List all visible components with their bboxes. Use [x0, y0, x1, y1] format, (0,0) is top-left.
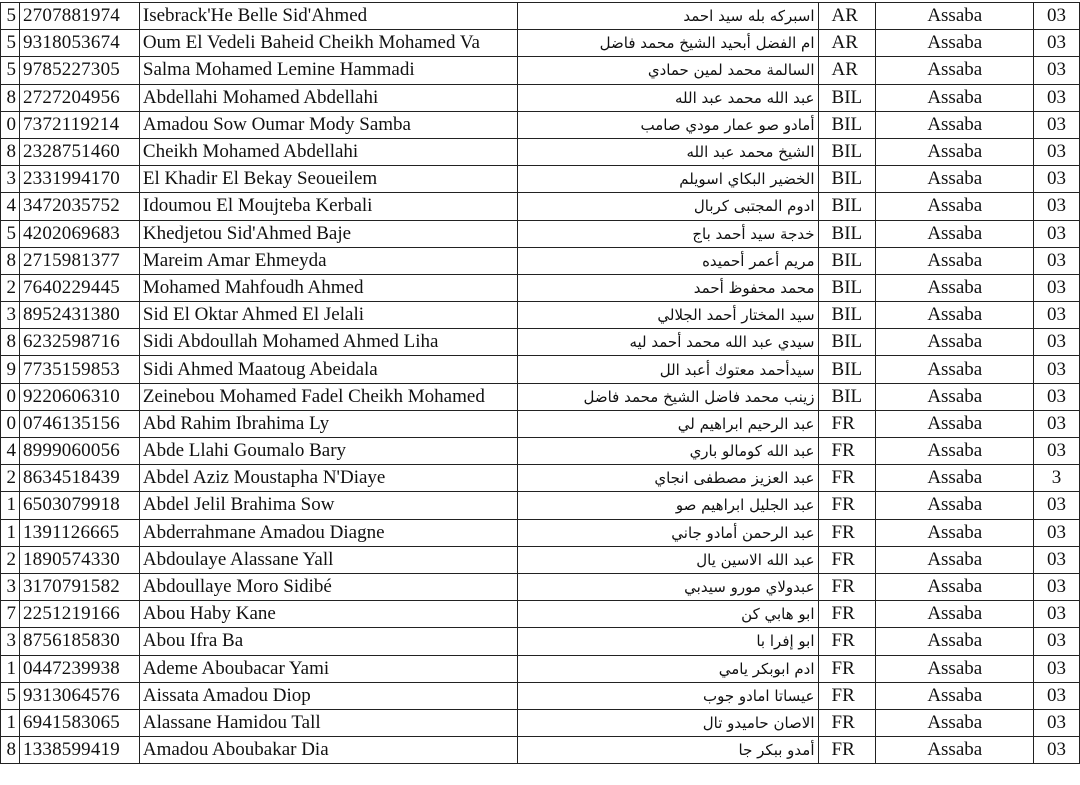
- row-index-cell: 3: [1, 573, 20, 600]
- code-cell: 03: [1034, 492, 1080, 519]
- latin-name-cell: Abd Rahim Ibrahima Ly: [139, 410, 517, 437]
- language-cell: BIL: [818, 166, 876, 193]
- nni-cell: 1391126665: [19, 519, 139, 546]
- table-row: [1, 356, 1080, 383]
- row-index-cell: 8: [1, 84, 20, 111]
- nni-cell: 0447239938: [19, 655, 139, 682]
- row-index-cell: 1: [1, 519, 20, 546]
- latin-name-cell: Abdellahi Mohamed Abdellahi: [139, 84, 517, 111]
- language-cell: BIL: [818, 111, 876, 138]
- table-row: [1, 628, 1080, 655]
- arabic-name-cell: ام الفضل أبحيد الشيخ محمد فاضل: [517, 30, 818, 57]
- row-index-cell: 2: [1, 546, 20, 573]
- code-cell: 03: [1034, 3, 1080, 30]
- nni-cell: 9313064576: [19, 682, 139, 709]
- code-cell: 03: [1034, 383, 1080, 410]
- language-cell: FR: [818, 519, 876, 546]
- nni-cell: 3472035752: [19, 193, 139, 220]
- row-index-cell: 1: [1, 655, 20, 682]
- nni-cell: 0746135156: [19, 410, 139, 437]
- arabic-name-cell: عبد الرحمن أمادو جاني: [517, 519, 818, 546]
- nni-cell: 9318053674: [19, 30, 139, 57]
- language-cell: BIL: [818, 329, 876, 356]
- table-row: [1, 84, 1080, 111]
- language-cell: BIL: [818, 302, 876, 329]
- arabic-name-cell: الاصان حاميدو تال: [517, 709, 818, 736]
- table-row: [1, 383, 1080, 410]
- nni-cell: 2727204956: [19, 84, 139, 111]
- latin-name-cell: Abdel Aziz Moustapha N'Diaye: [139, 465, 517, 492]
- wilaya-cell: Assaba: [876, 546, 1034, 573]
- nni-cell: 9785227305: [19, 57, 139, 84]
- row-index-cell: 0: [1, 383, 20, 410]
- code-cell: 03: [1034, 84, 1080, 111]
- table-row: [1, 492, 1080, 519]
- code-cell: 3: [1034, 465, 1080, 492]
- latin-name-cell: Mohamed Mahfoudh Ahmed: [139, 274, 517, 301]
- row-index-cell: 8: [1, 737, 20, 764]
- arabic-name-cell: ابو إفرا با: [517, 628, 818, 655]
- arabic-name-cell: عبد الرحيم ابراهيم لي: [517, 410, 818, 437]
- latin-name-cell: Idoumou El Moujteba Kerbali: [139, 193, 517, 220]
- language-cell: FR: [818, 465, 876, 492]
- arabic-name-cell: ادم ابوبكر يامي: [517, 655, 818, 682]
- arabic-name-cell: ابو هابي كن: [517, 601, 818, 628]
- language-cell: BIL: [818, 193, 876, 220]
- nni-cell: 2715981377: [19, 247, 139, 274]
- row-index-cell: 2: [1, 465, 20, 492]
- row-index-cell: 3: [1, 302, 20, 329]
- arabic-name-cell: محمد محفوظ أحمد: [517, 274, 818, 301]
- wilaya-cell: Assaba: [876, 111, 1034, 138]
- table-row: [1, 3, 1080, 30]
- arabic-name-cell: خدجة سيد أحمد باج: [517, 220, 818, 247]
- wilaya-cell: Assaba: [876, 601, 1034, 628]
- row-index-cell: 4: [1, 438, 20, 465]
- latin-name-cell: Sidi Ahmed Maatoug Abeidala: [139, 356, 517, 383]
- table-row: [1, 111, 1080, 138]
- code-cell: 03: [1034, 111, 1080, 138]
- language-cell: FR: [818, 682, 876, 709]
- language-cell: FR: [818, 438, 876, 465]
- language-cell: FR: [818, 410, 876, 437]
- code-cell: 03: [1034, 682, 1080, 709]
- latin-name-cell: Aissata Amadou Diop: [139, 682, 517, 709]
- wilaya-cell: Assaba: [876, 247, 1034, 274]
- nni-cell: 4202069683: [19, 220, 139, 247]
- arabic-name-cell: أمادو صو عمار مودي صامب: [517, 111, 818, 138]
- arabic-name-cell: عيساتا امادو جوب: [517, 682, 818, 709]
- wilaya-cell: Assaba: [876, 356, 1034, 383]
- code-cell: 03: [1034, 410, 1080, 437]
- code-cell: 03: [1034, 546, 1080, 573]
- wilaya-cell: Assaba: [876, 682, 1034, 709]
- table-row: [1, 682, 1080, 709]
- nni-cell: 2707881974: [19, 3, 139, 30]
- latin-name-cell: Abdoulaye Alassane Yall: [139, 546, 517, 573]
- arabic-name-cell: عبد العزيز مصطفى انجاي: [517, 465, 818, 492]
- code-cell: 03: [1034, 247, 1080, 274]
- wilaya-cell: Assaba: [876, 329, 1034, 356]
- nni-cell: 2331994170: [19, 166, 139, 193]
- row-index-cell: 9: [1, 356, 20, 383]
- language-cell: FR: [818, 573, 876, 600]
- table-row: [1, 30, 1080, 57]
- row-index-cell: 3: [1, 628, 20, 655]
- nni-cell: 1890574330: [19, 546, 139, 573]
- wilaya-cell: Assaba: [876, 220, 1034, 247]
- code-cell: 03: [1034, 601, 1080, 628]
- row-index-cell: 7: [1, 601, 20, 628]
- nni-cell: 8999060056: [19, 438, 139, 465]
- language-cell: BIL: [818, 356, 876, 383]
- latin-name-cell: Abdel Jelil Brahima Sow: [139, 492, 517, 519]
- nni-cell: 6941583065: [19, 709, 139, 736]
- wilaya-cell: Assaba: [876, 655, 1034, 682]
- results-table: [0, 2, 1080, 764]
- wilaya-cell: Assaba: [876, 166, 1034, 193]
- latin-name-cell: Abde Llahi Goumalo Bary: [139, 438, 517, 465]
- latin-name-cell: Abdoullaye Moro Sidibé: [139, 573, 517, 600]
- row-index-cell: 0: [1, 410, 20, 437]
- code-cell: 03: [1034, 138, 1080, 165]
- language-cell: FR: [818, 601, 876, 628]
- language-cell: AR: [818, 57, 876, 84]
- table-row: [1, 220, 1080, 247]
- language-cell: BIL: [818, 383, 876, 410]
- language-cell: BIL: [818, 84, 876, 111]
- latin-name-cell: Abderrahmane Amadou Diagne: [139, 519, 517, 546]
- latin-name-cell: Khedjetou Sid'Ahmed Baje: [139, 220, 517, 247]
- nni-cell: 7640229445: [19, 274, 139, 301]
- language-cell: FR: [818, 737, 876, 764]
- arabic-name-cell: الخضير البكاي اسويلم: [517, 166, 818, 193]
- row-index-cell: 5: [1, 3, 20, 30]
- row-index-cell: 1: [1, 492, 20, 519]
- arabic-name-cell: أمدو ببكر جا: [517, 737, 818, 764]
- table-row: [1, 329, 1080, 356]
- wilaya-cell: Assaba: [876, 410, 1034, 437]
- table-row: [1, 138, 1080, 165]
- arabic-name-cell: مريم أعمر أحميده: [517, 247, 818, 274]
- row-index-cell: 5: [1, 30, 20, 57]
- latin-name-cell: Sid El Oktar Ahmed El Jelali: [139, 302, 517, 329]
- arabic-name-cell: عبد الله محمد عبد الله: [517, 84, 818, 111]
- code-cell: 03: [1034, 193, 1080, 220]
- latin-name-cell: Cheikh Mohamed Abdellahi: [139, 138, 517, 165]
- table-row: [1, 438, 1080, 465]
- wilaya-cell: Assaba: [876, 383, 1034, 410]
- row-index-cell: 3: [1, 166, 20, 193]
- table-body: [1, 3, 1080, 764]
- code-cell: 03: [1034, 438, 1080, 465]
- arabic-name-cell: اسبركه بله سيد احمد: [517, 3, 818, 30]
- nni-cell: 1338599419: [19, 737, 139, 764]
- code-cell: 03: [1034, 302, 1080, 329]
- row-index-cell: 5: [1, 682, 20, 709]
- language-cell: BIL: [818, 220, 876, 247]
- arabic-name-cell: الشيخ محمد عبد الله: [517, 138, 818, 165]
- nni-cell: 8952431380: [19, 302, 139, 329]
- wilaya-cell: Assaba: [876, 492, 1034, 519]
- table-row: [1, 737, 1080, 764]
- latin-name-cell: Amadou Sow Oumar Mody Samba: [139, 111, 517, 138]
- nni-cell: 7735159853: [19, 356, 139, 383]
- language-cell: AR: [818, 30, 876, 57]
- language-cell: BIL: [818, 247, 876, 274]
- nni-cell: 6232598716: [19, 329, 139, 356]
- language-cell: FR: [818, 655, 876, 682]
- row-index-cell: 1: [1, 709, 20, 736]
- nni-cell: 8756185830: [19, 628, 139, 655]
- arabic-name-cell: عبد الله كومالو باري: [517, 438, 818, 465]
- row-index-cell: 8: [1, 247, 20, 274]
- row-index-cell: 8: [1, 329, 20, 356]
- table-row: [1, 465, 1080, 492]
- nni-cell: 6503079918: [19, 492, 139, 519]
- wilaya-cell: Assaba: [876, 709, 1034, 736]
- arabic-name-cell: السالمة محمد لمين حمادي: [517, 57, 818, 84]
- code-cell: 03: [1034, 166, 1080, 193]
- nni-cell: 7372119214: [19, 111, 139, 138]
- code-cell: 03: [1034, 709, 1080, 736]
- language-cell: FR: [818, 492, 876, 519]
- table-row: [1, 247, 1080, 274]
- arabic-name-cell: عبدولاي مورو سيدبي: [517, 573, 818, 600]
- latin-name-cell: Isebrack'He Belle Sid'Ahmed: [139, 3, 517, 30]
- table-row: [1, 601, 1080, 628]
- latin-name-cell: Ademe Aboubacar Yami: [139, 655, 517, 682]
- arabic-name-cell: زينب محمد فاضل الشيخ محمد فاضل: [517, 383, 818, 410]
- code-cell: 03: [1034, 628, 1080, 655]
- wilaya-cell: Assaba: [876, 193, 1034, 220]
- table-row: [1, 166, 1080, 193]
- language-cell: FR: [818, 709, 876, 736]
- table-row: [1, 274, 1080, 301]
- latin-name-cell: Mareim Amar Ehmeyda: [139, 247, 517, 274]
- wilaya-cell: Assaba: [876, 57, 1034, 84]
- latin-name-cell: Sidi Abdoullah Mohamed Ahmed Liha: [139, 329, 517, 356]
- table-row: [1, 410, 1080, 437]
- nni-cell: 2251219166: [19, 601, 139, 628]
- code-cell: 03: [1034, 356, 1080, 383]
- language-cell: FR: [818, 628, 876, 655]
- wilaya-cell: Assaba: [876, 30, 1034, 57]
- arabic-name-cell: عبد الله الاسين يال: [517, 546, 818, 573]
- latin-name-cell: Zeinebou Mohamed Fadel Cheikh Mohamed: [139, 383, 517, 410]
- arabic-name-cell: ادوم المجتبى كربال: [517, 193, 818, 220]
- latin-name-cell: Abou Haby Kane: [139, 601, 517, 628]
- language-cell: AR: [818, 3, 876, 30]
- row-index-cell: 5: [1, 220, 20, 247]
- table-row: [1, 709, 1080, 736]
- arabic-name-cell: عبد الجليل ابراهيم صو: [517, 492, 818, 519]
- row-index-cell: 0: [1, 111, 20, 138]
- language-cell: BIL: [818, 138, 876, 165]
- table-row: [1, 519, 1080, 546]
- latin-name-cell: Oum El Vedeli Baheid Cheikh Mohamed Va: [139, 30, 517, 57]
- table-row: [1, 302, 1080, 329]
- wilaya-cell: Assaba: [876, 465, 1034, 492]
- latin-name-cell: Alassane Hamidou Tall: [139, 709, 517, 736]
- table-row: [1, 573, 1080, 600]
- arabic-name-cell: سيدأحمد معتوك أعبد الل: [517, 356, 818, 383]
- language-cell: BIL: [818, 274, 876, 301]
- code-cell: 03: [1034, 220, 1080, 247]
- language-cell: FR: [818, 546, 876, 573]
- code-cell: 03: [1034, 30, 1080, 57]
- code-cell: 03: [1034, 655, 1080, 682]
- table-row: [1, 546, 1080, 573]
- wilaya-cell: Assaba: [876, 519, 1034, 546]
- table-row: [1, 57, 1080, 84]
- wilaya-cell: Assaba: [876, 737, 1034, 764]
- latin-name-cell: Salma Mohamed Lemine Hammadi: [139, 57, 517, 84]
- code-cell: 03: [1034, 737, 1080, 764]
- code-cell: 03: [1034, 274, 1080, 301]
- code-cell: 03: [1034, 329, 1080, 356]
- latin-name-cell: Amadou Aboubakar Dia: [139, 737, 517, 764]
- table-row: [1, 193, 1080, 220]
- wilaya-cell: Assaba: [876, 274, 1034, 301]
- nni-cell: 2328751460: [19, 138, 139, 165]
- wilaya-cell: Assaba: [876, 138, 1034, 165]
- row-index-cell: 4: [1, 193, 20, 220]
- code-cell: 03: [1034, 573, 1080, 600]
- arabic-name-cell: سيدي عبد الله محمد أحمد ليه: [517, 329, 818, 356]
- nni-cell: 9220606310: [19, 383, 139, 410]
- code-cell: 03: [1034, 519, 1080, 546]
- wilaya-cell: Assaba: [876, 84, 1034, 111]
- arabic-name-cell: سيد المختار أحمد الجلالي: [517, 302, 818, 329]
- wilaya-cell: Assaba: [876, 573, 1034, 600]
- table-row: [1, 655, 1080, 682]
- nni-cell: 3170791582: [19, 573, 139, 600]
- latin-name-cell: El Khadir El Bekay Seoueilem: [139, 166, 517, 193]
- row-index-cell: 5: [1, 57, 20, 84]
- wilaya-cell: Assaba: [876, 302, 1034, 329]
- wilaya-cell: Assaba: [876, 628, 1034, 655]
- latin-name-cell: Abou Ifra Ba: [139, 628, 517, 655]
- wilaya-cell: Assaba: [876, 438, 1034, 465]
- row-index-cell: 2: [1, 274, 20, 301]
- nni-cell: 8634518439: [19, 465, 139, 492]
- code-cell: 03: [1034, 57, 1080, 84]
- row-index-cell: 8: [1, 138, 20, 165]
- wilaya-cell: Assaba: [876, 3, 1034, 30]
